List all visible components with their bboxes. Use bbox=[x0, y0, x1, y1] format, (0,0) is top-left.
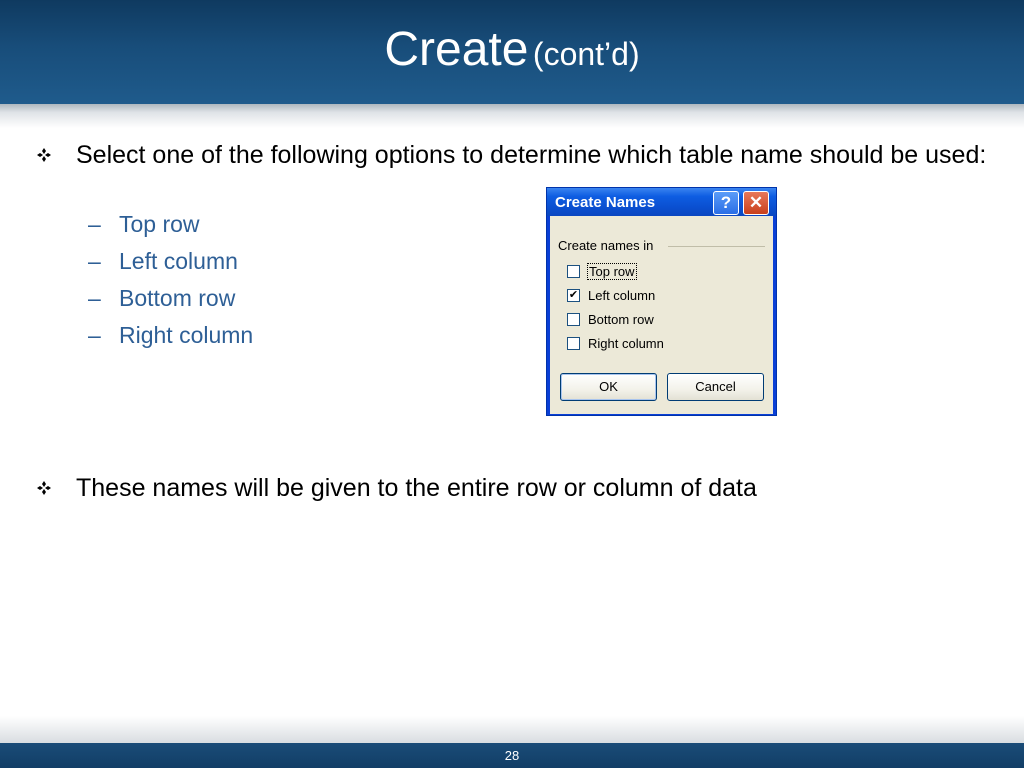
four-diamond-bullet-icon bbox=[36, 147, 52, 163]
option-item-top-row bbox=[88, 211, 200, 238]
create-names-dialog bbox=[546, 187, 777, 416]
slide-title-suffix: (cont’d) bbox=[532, 36, 640, 72]
bullet-item-1 bbox=[36, 139, 1016, 209]
footer-bar bbox=[0, 743, 1024, 768]
option-label: Left column bbox=[119, 248, 238, 274]
close-icon[interactable]: ✕ bbox=[743, 191, 769, 215]
group-divider bbox=[668, 246, 765, 247]
page-number: 28 bbox=[504, 748, 520, 763]
ok-button[interactable]: OK bbox=[560, 373, 657, 401]
group-label: Create names in bbox=[558, 238, 654, 253]
checkbox-label[interactable]: Right column bbox=[588, 336, 664, 351]
checkmark-icon[interactable]: ✔ bbox=[568, 289, 579, 301]
dash-marker: – bbox=[88, 322, 101, 348]
four-diamond-bullet-icon bbox=[36, 480, 52, 496]
footer-fade bbox=[0, 716, 1024, 743]
cancel-button[interactable]: Cancel bbox=[667, 373, 764, 401]
checkbox-box[interactable] bbox=[567, 265, 580, 278]
help-icon[interactable]: ? bbox=[713, 191, 739, 215]
dash-marker: – bbox=[88, 248, 101, 274]
bullet-item-2 bbox=[36, 472, 1016, 508]
checkbox-label[interactable]: Left column bbox=[588, 288, 656, 303]
dash-marker: – bbox=[88, 211, 101, 237]
slide-title bbox=[0, 22, 1024, 77]
dialog-body bbox=[550, 216, 773, 414]
checkbox-label[interactable]: Bottom row bbox=[588, 312, 654, 327]
bullet-text-1: Select one of the following options to determine which table name should be used: bbox=[76, 141, 987, 169]
checkbox-box[interactable] bbox=[567, 337, 580, 350]
dialog-titlebar bbox=[547, 188, 776, 216]
option-item-left-column bbox=[88, 248, 238, 275]
checkbox-box[interactable] bbox=[567, 313, 580, 326]
bullet-text-2: These names will be given to the entire row or column of data bbox=[76, 474, 757, 502]
option-label: Top row bbox=[119, 211, 200, 237]
dash-marker: – bbox=[88, 285, 101, 311]
option-item-bottom-row bbox=[88, 285, 235, 312]
option-item-right-column bbox=[88, 322, 253, 349]
option-label: Right column bbox=[119, 322, 254, 348]
slide-title-main: Create bbox=[384, 23, 529, 76]
option-label: Bottom row bbox=[119, 285, 236, 311]
checkbox-label[interactable]: Top row bbox=[589, 264, 635, 279]
dialog-title: Create Names bbox=[555, 194, 656, 211]
header-shadow bbox=[0, 104, 1024, 128]
